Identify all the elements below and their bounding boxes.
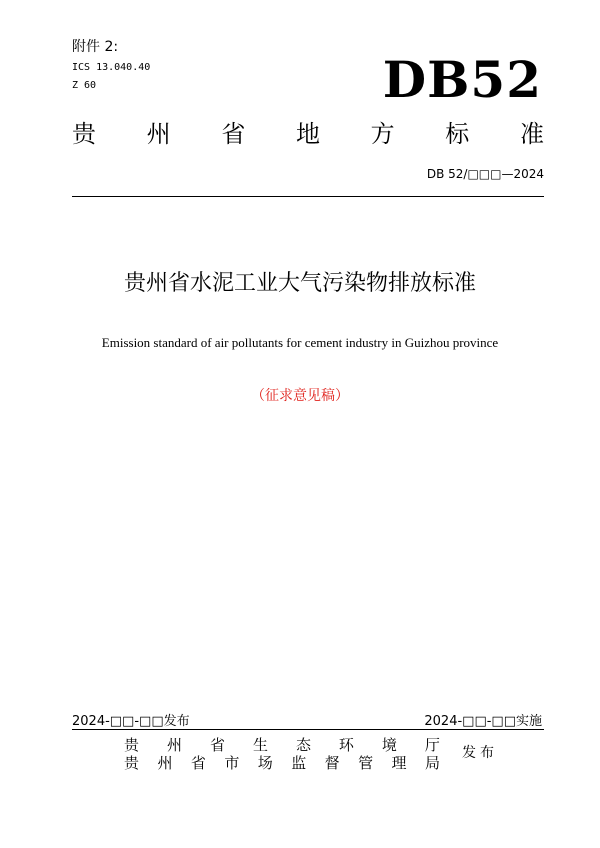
document-title-en: Emission standard of air pollutants for cement industry in Guizhou province: [101, 335, 499, 350]
heading-char: 省: [221, 120, 246, 148]
top-divider: [72, 196, 544, 197]
heading-char: 准: [519, 120, 544, 148]
ics-code: ICS 13.040.40: [72, 62, 151, 73]
standard-number: DB 52/□□□—2024: [426, 167, 544, 181]
issuer-char: 局: [424, 754, 440, 772]
ccs-code: Z 60: [72, 80, 97, 91]
draft-label: （征求意见稿）: [251, 388, 349, 404]
issuer-char: 省: [209, 736, 225, 754]
heading-char: 标: [445, 120, 470, 148]
attachment-label: 附件 2:: [72, 39, 119, 55]
issuer-char: 监: [291, 754, 307, 772]
heading-char: 方: [370, 120, 395, 148]
issuer-char: 场: [257, 754, 273, 772]
issuer-char: 生: [252, 736, 268, 754]
db-code-logo: DB52: [382, 50, 542, 109]
issuer-char: 省: [190, 754, 206, 772]
issuer-char: 贵: [124, 754, 140, 772]
issuer-market-bureau: [124, 752, 440, 773]
bottom-divider: [72, 729, 544, 730]
issuer-char: 州: [166, 736, 182, 754]
issuer-char: 市: [224, 754, 240, 772]
issuer-char: 州: [157, 754, 173, 772]
implementation-date: 2024-□□-□□实施: [424, 714, 542, 729]
issuer-char: 督: [324, 754, 340, 772]
issuer-char: 境: [381, 736, 397, 754]
issue-date: 2024-□□-□□发布: [72, 714, 190, 729]
heading-char: 州: [146, 120, 171, 148]
heading-char: 地: [295, 120, 320, 148]
issuer-char: 环: [338, 736, 354, 754]
release-label: 发布: [462, 745, 498, 761]
heading-char: 贵: [72, 120, 96, 148]
issuer-char: 理: [391, 754, 407, 772]
issuer-char: 厅: [424, 736, 440, 754]
issuer-char: 管: [358, 754, 374, 772]
issuer-char: 贵: [124, 736, 140, 754]
local-standard-heading: [72, 114, 544, 149]
issuer-char: 态: [295, 736, 311, 754]
document-title-zh: 贵州省水泥工业大气污染物排放标准: [123, 271, 476, 296]
